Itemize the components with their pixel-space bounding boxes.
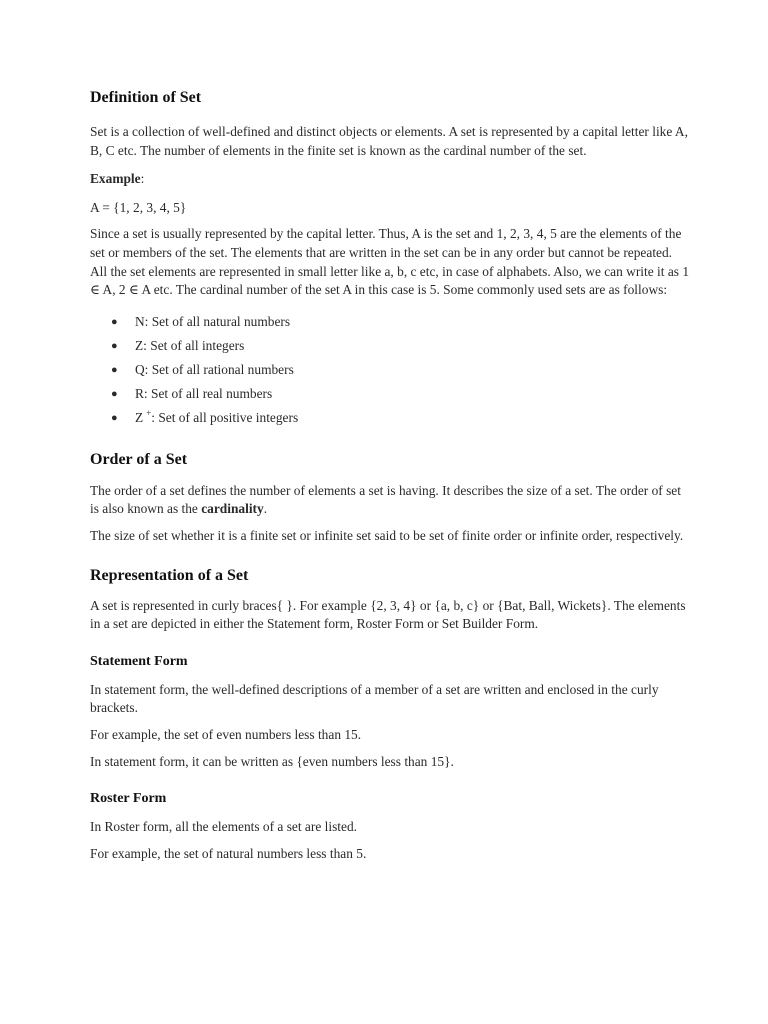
cardinality-term: cardinality [201, 501, 264, 517]
statement-form-paragraph-2: For example, the set of even numbers less than 15. [90, 726, 362, 742]
statement-form-paragraph-3: In statement form, it can be written as {even numbers less than 15}. [90, 753, 454, 769]
heading-order-of-a-set: Order of a Set [90, 450, 188, 468]
list-item: ● Q: Set of all rational numbers [90, 358, 690, 382]
roster-form-paragraph-2: For example, the set of natural numbers less than 5. [90, 845, 367, 861]
heading-representation-of-a-set: Representation of a Set [90, 566, 249, 584]
bullet-icon: ● [111, 339, 118, 352]
heading-definition-of-set: Definition of Set [90, 89, 202, 106]
statement-form-paragraph-1: In statement form, the well-defined descriptions of a member of a set are written and enclosed in the curly brackets. [90, 681, 659, 716]
heading-statement-form: Statement Form [90, 653, 188, 669]
list-item: ● N: Set of all natural numbers [90, 310, 690, 334]
bullet-icon: ● [111, 363, 118, 376]
list-item: ● R: Set of all real numbers [90, 382, 690, 406]
bullet-icon: ● [111, 315, 118, 328]
positive-integers-superscript: + [146, 408, 152, 419]
example-label: Example [90, 171, 141, 187]
example-line [90, 170, 690, 189]
list-item: ● Z: Set of all integers [90, 334, 690, 358]
definition-paragraph: Set is a collection of well-defined and distinct objects or elements. A set is represented by a capital letter like A, B, C etc. The number of elements in the finite set is known as the cardinal number of the set. [90, 124, 688, 158]
order-paragraph-2: The size of set whether it is a finite set or infinite set said to be set of finite order or infinite order, respectively. [90, 527, 684, 543]
definition-explanation-paragraph: Since a set is usually represented by the capital letter. Thus, A is the set and 1, 2, 3, 4, 5 are the elements of the set or members of the set. The elements that are written in the set can be in any order but cannot be repeated. All the set elements are represented in small letter like a, b, c etc, in case of alphabets. Also, we can write it as 1 ∈ A, 2 ∈ A etc. The cardinal number of the set A in this case is 5. Some commonly used sets are as follows: [90, 226, 690, 298]
representation-paragraph: A set is represented in curly braces{ }. For example {2, 3, 4} or {a, b, c} or {Bat, Ball, Wickets}. The elements in a set are depicted in either the Statement form, Roster Form or Set Builder Form. [90, 597, 686, 632]
bullet-icon: ● [111, 387, 118, 400]
list-item: ● Z +: Set of all positive integers [90, 406, 690, 430]
document-page [90, 88, 690, 863]
bullet-icon: ● [111, 411, 118, 424]
example-colon: : [140, 171, 145, 187]
order-paragraph-1: The order of a set defines the number of elements a set is having. It describes the size of a set. The order of set is also known as the cardinality. [90, 482, 681, 517]
heading-roster-form: Roster Form [90, 791, 167, 807]
common-sets-list [90, 310, 690, 430]
example-set: A = {1, 2, 3, 4, 5} [90, 199, 187, 215]
positive-integers-symbol: Z [135, 409, 144, 425]
roster-form-paragraph-1: In Roster form, all the elements of a set are listed. [90, 819, 357, 835]
